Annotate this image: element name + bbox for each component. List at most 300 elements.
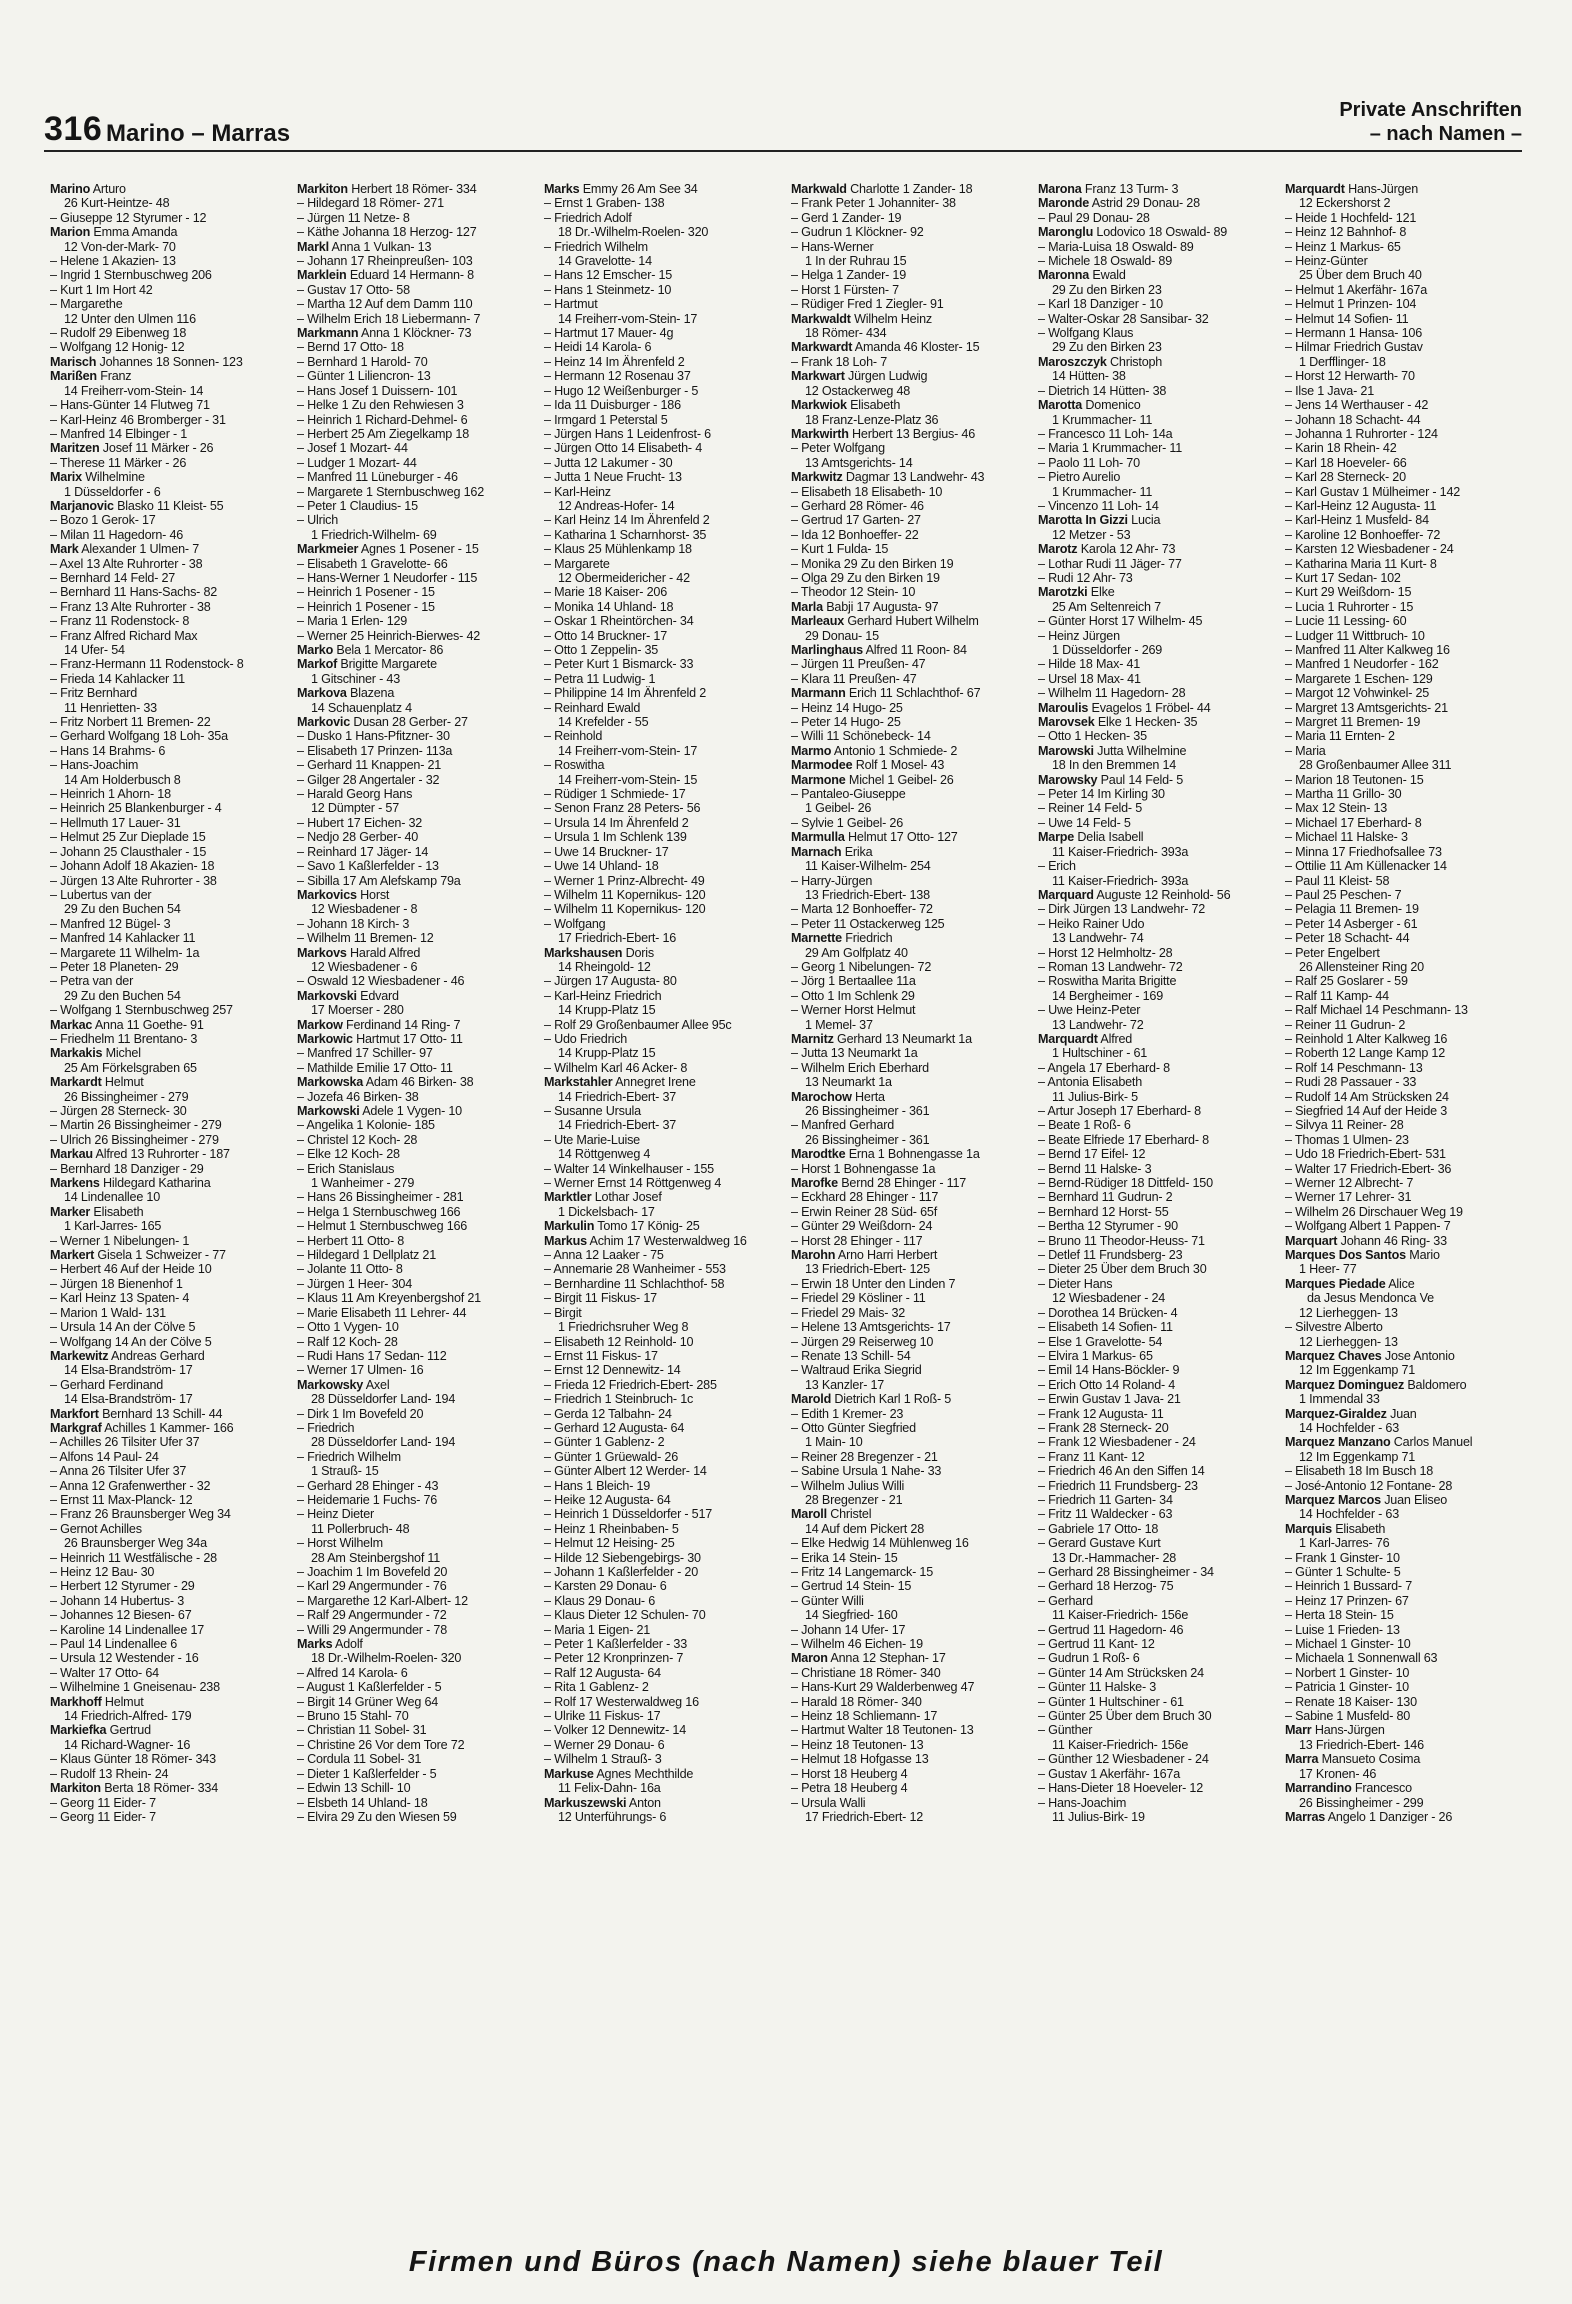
- sub-entry: – Friedel 29 Mais- 32: [791, 1305, 906, 1320]
- sub-entry: – Dieter 1 Kaßlerfelder - 5: [297, 1766, 437, 1781]
- sub-entry: – Beate Elfriede 17 Eberhard- 8: [1038, 1132, 1209, 1147]
- sub-entry: – Ursel 18 Max- 41: [1038, 671, 1141, 686]
- sub-entry: – Martha 11 Grillo- 30: [1285, 787, 1402, 802]
- entry-details: Elisabeth: [1335, 1521, 1386, 1536]
- surname-entry: [297, 657, 530, 671]
- sub-entry: – Klaus Dieter 12 Schulen- 70: [544, 1608, 706, 1623]
- sub-entry: – Wilhelm 46 Eichen- 19: [791, 1637, 923, 1652]
- sub-entry: – Ernst 11 Fiskus- 17: [544, 1348, 658, 1363]
- entry-details: Mansueto Cosima: [1321, 1752, 1421, 1767]
- sub-entry: – Hugo 12 Weißenburger - 5: [544, 383, 699, 398]
- sub-entry: – Franz 11 Rodenstock- 8: [50, 614, 190, 629]
- sub-entry: – Gerda 12 Talbahn- 24: [544, 1406, 672, 1421]
- continuation-line: 1 Gitschiner - 43: [311, 671, 400, 686]
- continuation-line: 12 Lierheggen- 13: [1299, 1305, 1398, 1320]
- sub-entry: – Werner Horst Helmut: [791, 1003, 916, 1018]
- sub-entry: – Michael 11 Halske- 3: [1285, 830, 1408, 845]
- sub-entry: – Elisabeth 12 Reinhold- 10: [544, 1334, 694, 1349]
- sub-entry: – Axel 13 Alte Ruhrorter - 38: [50, 556, 203, 571]
- surname-entry: [1038, 542, 1271, 556]
- sub-entry: – Karsten 12 Wiesbadener - 24: [1285, 542, 1454, 557]
- sub-entry: – Gerd 1 Zander- 19: [791, 210, 902, 225]
- listing-column-6: [1285, 182, 1518, 2232]
- sub-entry: – Margot 12 Vohwinkel- 25: [1285, 686, 1430, 701]
- surname-entry: [50, 542, 283, 556]
- sub-entry: – Joachim 1 Im Bovefeld 20: [297, 1565, 448, 1579]
- sub-entry: – Roswitha: [544, 758, 605, 773]
- sub-entry: – Frank 18 Loh- 7: [791, 354, 888, 369]
- sub-entry: – Ute Marie-Luise: [544, 1132, 640, 1147]
- entry-details: Hartmut 17 Otto- 11: [356, 1031, 463, 1046]
- sub-entry: – Hans-Dieter 18 Hoeveler- 12: [1038, 1781, 1203, 1796]
- surname: Marotzki: [1038, 585, 1088, 600]
- continuation-line: 1 Geibel- 26: [805, 801, 872, 816]
- continuation-line: 12 Wiesbadener - 6: [311, 959, 418, 974]
- sub-entry: – Monika 29 Zu den Birken 19: [791, 556, 954, 571]
- surname-entry: [297, 182, 530, 196]
- sub-entry: – Uwe 14 Uhland- 18: [544, 859, 659, 874]
- sub-entry: – Jörg 1 Bertaallee 11a: [791, 974, 916, 989]
- sub-entry: – Günter 29 Weißdorn- 24: [791, 1219, 933, 1234]
- surname: Marleaux: [791, 614, 844, 629]
- continuation-line: 28 Großenbaumer Allee 311: [1299, 758, 1452, 773]
- entry-details: Bernd 28 Ehinger - 117: [841, 1176, 967, 1191]
- surname: Markowsky: [297, 1377, 364, 1392]
- surname: Markovic: [297, 715, 350, 730]
- entry-details: Domenico: [1085, 398, 1141, 413]
- sub-entry: – Ralf 12 Augusta- 64: [544, 1665, 661, 1680]
- continuation-line: 18 Franz-Lenze-Platz 36: [805, 412, 939, 427]
- surname: Marino: [50, 182, 91, 196]
- surname: Marrandino: [1285, 1781, 1352, 1796]
- sub-entry: – Christel 12 Koch- 28: [297, 1132, 418, 1147]
- sub-entry: – Sibilla 17 Am Alefskamp 79a: [297, 873, 461, 888]
- sub-entry: – Erwin Gustav 1 Java- 21: [1038, 1392, 1181, 1407]
- entry-details: Elisabeth: [850, 398, 901, 413]
- surname: Marisch: [50, 354, 97, 369]
- entry-details: Edvard: [360, 988, 399, 1003]
- surname-entry: [297, 686, 530, 700]
- sub-entry: – Friedrich Wilhelm: [544, 239, 648, 254]
- sub-entry: – Susanne Ursula: [544, 1104, 641, 1118]
- continuation-line: 18 Dr.-Wilhelm-Roelen- 320: [311, 1651, 462, 1666]
- sub-entry: – Else 1 Gravelotte- 54: [1038, 1334, 1163, 1349]
- section-heading-line1: Private Anschriften: [1339, 99, 1522, 121]
- sub-entry: – Senon Franz 28 Peters- 56: [544, 801, 701, 816]
- surname: Markstahler: [544, 1075, 613, 1090]
- entry-details: Dagmar 13 Landwehr- 43: [845, 470, 985, 485]
- sub-entry: – Rudi 12 Ahr- 73: [1038, 570, 1133, 585]
- continuation-line: 1 Wanheimer - 279: [311, 1176, 415, 1191]
- surname: Marovsek: [1038, 715, 1095, 730]
- sub-entry: – Roberth 12 Lange Kamp 12: [1285, 1046, 1446, 1061]
- sub-entry: – Waltraud Erika Siegrid: [791, 1363, 922, 1378]
- continuation-line: 11 Pollerbruch- 48: [311, 1521, 410, 1536]
- sub-entry: – Wilhelm Erich 18 Liebermann- 7: [297, 311, 481, 326]
- entry-details: Anton: [628, 1795, 661, 1810]
- sub-entry: – Günter 1 Schulte- 5: [1285, 1565, 1401, 1579]
- surname-entry: [50, 225, 283, 239]
- surname: Marquez Chaves: [1285, 1348, 1382, 1363]
- sub-entry: – Frank 12 Augusta- 11: [1038, 1406, 1164, 1421]
- sub-entry: – Franz-Hermann 11 Rodenstock- 8: [50, 657, 244, 672]
- sub-entry: – Bernhard 11 Gudrun- 2: [1038, 1190, 1173, 1205]
- sub-entry: – Edwin 13 Schill- 10: [297, 1781, 411, 1796]
- sub-entry: – Horst 28 Ehinger - 117: [791, 1233, 923, 1248]
- entry-details: Blasko 11 Kleist- 55: [117, 498, 224, 513]
- sub-entry: – Therese 11 Märker - 26: [50, 455, 187, 470]
- continuation-line: 29 Am Golfplatz 40: [805, 945, 908, 960]
- sub-entry: – Bernhard 11 Hans-Sachs- 82: [50, 585, 218, 600]
- entry-details: Christoph: [1110, 354, 1163, 369]
- surname: Markfort: [50, 1406, 99, 1421]
- entry-details: Karola 12 Ahr- 73: [1080, 542, 1176, 557]
- sub-entry: – Heinz 14 Hugo- 25: [791, 700, 903, 715]
- sub-entry: – Rudolf 29 Eibenweg 18: [50, 326, 187, 341]
- sub-entry: – Walter 17 Otto- 64: [50, 1665, 159, 1680]
- continuation-line: 14 Hütten- 38: [1052, 369, 1126, 384]
- sub-entry: – Nedjo 28 Gerber- 40: [297, 830, 419, 845]
- sub-entry: – Wolfgang Klaus: [1038, 326, 1134, 341]
- sub-entry: – Günter 1 Gablenz- 2: [544, 1435, 665, 1450]
- sub-entry: – Manfred 11 Alter Kalkweg 16: [1285, 643, 1450, 657]
- surname: Marker: [50, 1204, 91, 1219]
- sub-entry: – Gerhard 28 Bissingheimer - 34: [1038, 1565, 1214, 1579]
- sub-entry: – Helga 1 Sternbuschweg 166: [297, 1204, 461, 1219]
- sub-entry: – Friedrich 11 Frundsberg- 23: [1038, 1478, 1198, 1493]
- entry-details: Jürgen Ludwig: [848, 369, 928, 384]
- sub-entry: – Johann 25 Clausthaler - 15: [50, 844, 207, 859]
- surname-entry: [1038, 398, 1271, 412]
- sub-entry: – Sabine 1 Musfeld- 80: [1285, 1709, 1411, 1724]
- continuation-line: 18 In den Bremmen 14: [1052, 758, 1177, 773]
- sub-entry: – Heinrich 1 Bussard- 7: [1285, 1579, 1412, 1594]
- sub-entry: – Franz Alfred Richard Max: [50, 628, 198, 643]
- entry-details: Jutta Wilhelmine: [1097, 743, 1187, 758]
- surname: Markuszewski: [544, 1795, 627, 1810]
- surname-entry: [50, 355, 283, 369]
- sub-entry: – Friedrich 1 Steinbruch- 1c: [544, 1392, 694, 1407]
- listing-column-2: [297, 182, 530, 2232]
- continuation-line: 1 Friedrich-Wilhelm- 69: [311, 527, 437, 542]
- sub-entry: – Kurt 1 Im Hort 42: [50, 282, 153, 297]
- sub-entry: – Fritz 11 Waldecker - 63: [1038, 1507, 1173, 1522]
- sub-entry: – Peter 12 Kronprinzen- 7: [544, 1651, 684, 1666]
- sub-entry: – Cordula 11 Sobel- 31: [297, 1752, 422, 1767]
- sub-entry: – Peter Wolfgang: [791, 441, 885, 456]
- sub-entry: – Gertrud 11 Kant- 12: [1038, 1637, 1155, 1652]
- entry-details: Brigitte Margarete: [340, 657, 437, 672]
- surname-entry: [1038, 1032, 1271, 1046]
- sub-entry: – Antonia Elisabeth: [1038, 1075, 1143, 1090]
- sub-entry: – Jolante 11 Otto- 8: [297, 1262, 403, 1277]
- surname: Markus: [544, 1233, 587, 1248]
- sub-entry: – Erika 14 Stein- 15: [791, 1550, 898, 1565]
- sub-entry: – Rudolf 13 Rhein- 24: [50, 1766, 169, 1781]
- sub-entry: – Horst 18 Heuberg 4: [791, 1766, 908, 1781]
- surname: Markgraf: [50, 1420, 102, 1435]
- surname: Marona: [1038, 182, 1082, 196]
- sub-entry: – Elisabeth 14 Sofien- 11: [1038, 1320, 1173, 1335]
- sub-entry: – Hartmut: [544, 297, 598, 312]
- surname: Markert: [50, 1248, 95, 1263]
- sub-entry: – Silvya 11 Reiner- 28: [1285, 1118, 1404, 1133]
- surname-entry: [791, 1392, 1024, 1406]
- sub-entry: – Fritz 14 Langemarck- 15: [791, 1565, 933, 1579]
- surname-entry: [791, 398, 1024, 412]
- surname: Marquard: [1038, 887, 1094, 902]
- sub-entry: – Rüdiger 1 Schmiede- 17: [544, 787, 686, 802]
- surname-entry: [791, 744, 1024, 758]
- sub-entry: – Ernst 12 Dennewitz- 14: [544, 1363, 681, 1378]
- sub-entry: – Paul 14 Lindenallee 6: [50, 1637, 178, 1652]
- sub-entry: – Werner 29 Donau- 6: [544, 1737, 665, 1752]
- sub-entry: – Willi 11 Schönebeck- 14: [791, 729, 931, 744]
- continuation-line: 1 Düsseldorfer - 269: [1052, 643, 1163, 657]
- sub-entry: – Lubertus van der: [50, 887, 152, 902]
- sub-entry: – Dirk Jürgen 13 Landwehr- 72: [1038, 902, 1206, 917]
- sub-entry: – Frank Peter 1 Johanniter- 38: [791, 196, 956, 211]
- sub-entry: – Detlef 11 Frundsberg- 23: [1038, 1248, 1183, 1263]
- continuation-line: 28 Bregenzer - 21: [805, 1492, 903, 1507]
- surname: Marquart: [1285, 1233, 1338, 1248]
- sub-entry: – Alfred 14 Karola- 6: [297, 1665, 408, 1680]
- continuation-line: 12 Wiesbadener - 8: [311, 902, 418, 917]
- sub-entry: – Marion 18 Teutonen- 15: [1285, 772, 1424, 787]
- sub-entry: – Bozo 1 Gerok- 17: [50, 513, 156, 528]
- sub-entry: – Jürgen 29 Reiserweg 10: [791, 1334, 934, 1349]
- sub-entry: – Werner 25 Heinrich-Bierwes- 42: [297, 628, 481, 643]
- entry-details: Charlotte 1 Zander- 18: [850, 182, 973, 196]
- sub-entry: – Katharina 1 Scharnhorst- 35: [544, 527, 707, 542]
- sub-entry: – Rolf 17 Westerwaldweg 16: [544, 1694, 699, 1709]
- sub-entry: – Michael 1 Ginster- 10: [1285, 1637, 1411, 1652]
- sub-entry: – Wilhelm 11 Kopernikus- 120: [544, 902, 706, 917]
- entry-details: Helmut: [104, 1694, 144, 1709]
- entry-details: Lucia: [1131, 513, 1161, 528]
- entry-details: Adam 46 Birken- 38: [365, 1075, 474, 1090]
- surname: Marklein: [297, 268, 347, 283]
- sub-entry: – Petra 11 Ludwig- 1: [544, 671, 656, 686]
- surname-entry: [1038, 715, 1271, 729]
- surname-entry: [297, 888, 530, 902]
- sub-entry: – Jürgen 13 Alte Ruhrorter - 38: [50, 873, 217, 888]
- surname: Markovics: [297, 887, 357, 902]
- sub-entry: – Helene 1 Akazien- 13: [50, 254, 176, 269]
- sub-entry: – Hans 1 Steinmetz- 10: [544, 282, 672, 297]
- sub-entry: – Erwin Reiner 28 Süd- 65f: [791, 1204, 938, 1219]
- surname-entry: [791, 614, 1024, 628]
- surname: Markwaldt: [791, 311, 851, 326]
- continuation-line: 12 Obermeidericher - 42: [558, 570, 690, 585]
- continuation-line: 1 Memel- 37: [805, 1017, 873, 1032]
- sub-entry: – Jürgen 1 Heer- 304: [297, 1276, 413, 1291]
- sub-entry: – Georg 11 Eider- 7: [50, 1795, 156, 1810]
- sub-entry: – Herbert 11 Otto- 8: [297, 1233, 405, 1248]
- sub-entry: – Herbert 46 Auf der Heide 10: [50, 1262, 212, 1277]
- surname: Markovski: [297, 988, 357, 1003]
- entry-details: Ferdinand 14 Ring- 7: [346, 1017, 461, 1032]
- surname-entry: [297, 715, 530, 729]
- surname: Markakis: [50, 1046, 103, 1061]
- sub-entry: – Heinz Dieter: [297, 1507, 374, 1522]
- sub-entry: – Günther: [1038, 1723, 1093, 1738]
- sub-entry: – Friedrich: [297, 1420, 355, 1435]
- sub-entry: – Peter 1 Claudius- 15: [297, 498, 418, 513]
- sub-entry: – José-Antonio 12 Fontane- 28: [1285, 1478, 1453, 1493]
- sub-entry: – Peter 11 Ostackerweg 125: [791, 916, 945, 931]
- continuation-line: 1 Krummacher- 11: [1052, 484, 1153, 499]
- continuation-line: 13 Landwehr- 72: [1052, 1017, 1144, 1032]
- sub-entry: – Giuseppe 12 Styrumer - 12: [50, 210, 207, 225]
- header-rule: [44, 150, 1522, 152]
- sub-entry: – Artur Joseph 17 Eberhard- 8: [1038, 1104, 1201, 1118]
- surname-entry: [50, 1046, 283, 1060]
- entry-details: Babji 17 Augusta- 97: [826, 599, 939, 614]
- sub-entry: – Patricia 1 Ginster- 10: [1285, 1680, 1409, 1695]
- surname: Marpe: [1038, 830, 1075, 845]
- sub-entry: – Udo 18 Friedrich-Ebert- 531: [1285, 1147, 1446, 1162]
- continuation-line: 26 Kurt-Heintze- 48: [64, 196, 170, 211]
- sub-entry: – Hans-Günter 14 Flutweg 71: [50, 398, 210, 413]
- sub-entry: – Otto 1 Hecken- 35: [1038, 729, 1147, 744]
- entry-details: Josef 11 Märker - 26: [102, 441, 214, 456]
- surname: Markwitz: [791, 470, 843, 485]
- surname: Maroll: [791, 1507, 827, 1522]
- sub-entry: – Ingrid 1 Sternbuschweg 206: [50, 268, 212, 283]
- footer-note: Firmen und Büros (nach Namen) siehe blauer Teil: [408, 2246, 1164, 2278]
- surname-entry: [1285, 1234, 1518, 1248]
- sub-entry: – Karl-Heinz 1 Musfeld- 84: [1285, 513, 1429, 528]
- continuation-line: 11 Henrietten- 33: [64, 700, 157, 715]
- continuation-line: 14 Friedrich-Alfred- 179: [64, 1709, 192, 1724]
- surname-entry: [544, 1075, 777, 1089]
- page-number: 316: [44, 110, 103, 148]
- sub-entry: – Karin 18 Rhein- 42: [1285, 441, 1397, 456]
- sub-entry: – Jutta 12 Lakumer - 30: [544, 455, 673, 470]
- entry-details: Emmy 26 Am See 34: [582, 182, 698, 196]
- sub-entry: – Helmut 1 Prinzen- 104: [1285, 297, 1417, 312]
- sub-entry: – Rolf 14 Peschmann- 13: [1285, 1060, 1423, 1075]
- continuation-line: 26 Bissingheimer - 299: [1299, 1795, 1424, 1810]
- surname: Markmeier: [297, 542, 359, 557]
- surname-entry: [50, 182, 283, 196]
- entry-details: Herta: [855, 1089, 885, 1104]
- entry-details: Eduard 14 Hermann- 8: [349, 268, 474, 283]
- sub-entry: – Manfred 14 Kahlacker 11: [50, 931, 196, 946]
- sub-entry: – Johannes 12 Biesen- 67: [50, 1608, 192, 1623]
- continuation-line: 14 Rheingold- 12: [558, 959, 651, 974]
- surname: Marotz: [1038, 542, 1078, 557]
- surname-entry: [791, 182, 1024, 196]
- entry-details: Mario: [1409, 1248, 1440, 1263]
- entry-details: Anna 1 Vulkan- 13: [331, 239, 432, 254]
- continuation-line: 1 Derfflinger- 18: [1299, 354, 1386, 369]
- sub-entry: – Rita 1 Gablenz- 2: [544, 1680, 649, 1695]
- sub-entry: – Monika 14 Uhland- 18: [544, 599, 674, 614]
- sub-entry: – Margarete 1 Sternbuschweg 162: [297, 484, 485, 499]
- entry-details: Andreas Gerhard: [111, 1348, 205, 1363]
- continuation-line: 1 Strauß- 15: [311, 1464, 379, 1479]
- sub-entry: – Werner 1 Nibelungen- 1: [50, 1233, 190, 1248]
- sub-entry: – Roswitha Marita Brigitte: [1038, 974, 1177, 989]
- surname: Marmodee: [791, 758, 853, 773]
- surname-entry: [50, 1147, 283, 1161]
- sub-entry: – Karl 18 Danziger - 10: [1038, 297, 1163, 312]
- continuation-line: 14 Bergheimer - 169: [1052, 988, 1164, 1003]
- sub-entry: – Gerhard Wolfgang 18 Loh- 35a: [50, 729, 228, 744]
- sub-entry: – Peter 14 Asberger - 61: [1285, 916, 1418, 931]
- sub-entry: – Johann Adolf 18 Akazien- 18: [50, 859, 215, 874]
- surname-entry: [1038, 268, 1271, 282]
- sub-entry: – Philippine 14 Im Ährenfeld 2: [544, 686, 707, 701]
- sub-entry: – Herbert 25 Am Ziegelkamp 18: [297, 426, 470, 441]
- surname-entry: [1285, 182, 1518, 196]
- sub-entry: – Johann 17 Rheinpreußen- 103: [297, 254, 473, 269]
- sub-entry: – Walter 14 Winkelhauser - 155: [544, 1161, 714, 1176]
- surname-entry: [1038, 888, 1271, 902]
- sub-entry: – Bruno 11 Theodor-Heuss- 71: [1038, 1233, 1205, 1248]
- surname: Mark: [50, 542, 79, 557]
- sub-entry: – Oswald 12 Wiesbadener - 46: [297, 974, 465, 989]
- sub-entry: – Wolfgang Albert 1 Pappen- 7: [1285, 1219, 1451, 1234]
- sub-entry: – Wilhelm Erich Eberhard: [791, 1060, 929, 1075]
- sub-entry: – Hildegard 18 Römer- 271: [297, 196, 444, 211]
- sub-entry: – Gerhard 12 Augusta- 64: [544, 1420, 685, 1435]
- surname: Marnitz: [791, 1031, 834, 1046]
- sub-entry: – Hans 12 Emscher- 15: [544, 268, 673, 283]
- entry-details: Gisela 1 Schweizer - 77: [97, 1248, 226, 1263]
- surname-entry: [297, 1032, 530, 1046]
- surname-entry: [791, 830, 1024, 844]
- sub-entry: – Bernd 17 Otto- 18: [297, 340, 404, 355]
- entry-details: Friedrich: [845, 931, 893, 946]
- sub-entry: – Hartmut 17 Mauer- 4g: [544, 326, 674, 341]
- sub-entry: – Bernd 17 Eifel- 12: [1038, 1147, 1146, 1162]
- sub-entry: – Gerhard 18 Herzog- 75: [1038, 1579, 1174, 1594]
- sub-entry: – Reinhard 17 Jäger- 14: [297, 844, 429, 859]
- entry-details: Achim 17 Westerwaldweg 16: [589, 1233, 747, 1248]
- sub-entry: – Wilhelm 26 Dirschauer Weg 19: [1285, 1204, 1463, 1219]
- continuation-line: 1 Hultschiner - 61: [1052, 1046, 1148, 1061]
- sub-entry: – Herbert 12 Styrumer - 29: [50, 1579, 195, 1594]
- sub-entry: – Hans-Joachim: [1038, 1795, 1127, 1810]
- entry-details: Tomo 17 König- 25: [597, 1219, 700, 1234]
- sub-entry: – Katharina Maria 11 Kurt- 8: [1285, 556, 1437, 571]
- surname-entry: [297, 1018, 530, 1032]
- sub-entry: – Reinhold: [544, 729, 603, 744]
- sub-entry: – Elisabeth 18 Elisabeth- 10: [791, 484, 943, 499]
- surname: Markewitz: [50, 1348, 109, 1363]
- entry-details: Auguste 12 Reinhold- 56: [1096, 887, 1231, 902]
- sub-entry: – Michele 18 Oswald- 89: [1038, 254, 1172, 269]
- sub-entry: – Dorothea 14 Brücken- 4: [1038, 1305, 1178, 1320]
- surname: Marohn: [791, 1248, 836, 1263]
- surname-entry: [1038, 513, 1271, 527]
- surname-entry: [1285, 1752, 1518, 1766]
- sub-entry: – Gertrud 14 Stein- 15: [791, 1579, 912, 1594]
- continuation-line: 12 Dümpter - 57: [311, 801, 399, 816]
- name-range: Marino – Marras: [106, 120, 291, 147]
- sub-entry: – Maria 11 Ernten- 2: [1285, 729, 1395, 744]
- sub-entry: – Gerhard 28 Römer- 46: [791, 498, 924, 513]
- sub-entry: – Johanna 1 Ruhrorter - 124: [1285, 426, 1438, 441]
- sub-entry: – Mathilde Emilie 17 Otto- 11: [297, 1060, 453, 1075]
- sub-entry: – Manfred 11 Lüneburger - 46: [297, 470, 458, 485]
- sub-entry: – Lothar Rudi 11 Jäger- 77: [1038, 556, 1182, 571]
- entry-details: Alfred 13 Ruhrorter - 187: [95, 1147, 230, 1162]
- sub-entry: – Anna 12 Laaker - 75: [544, 1248, 664, 1263]
